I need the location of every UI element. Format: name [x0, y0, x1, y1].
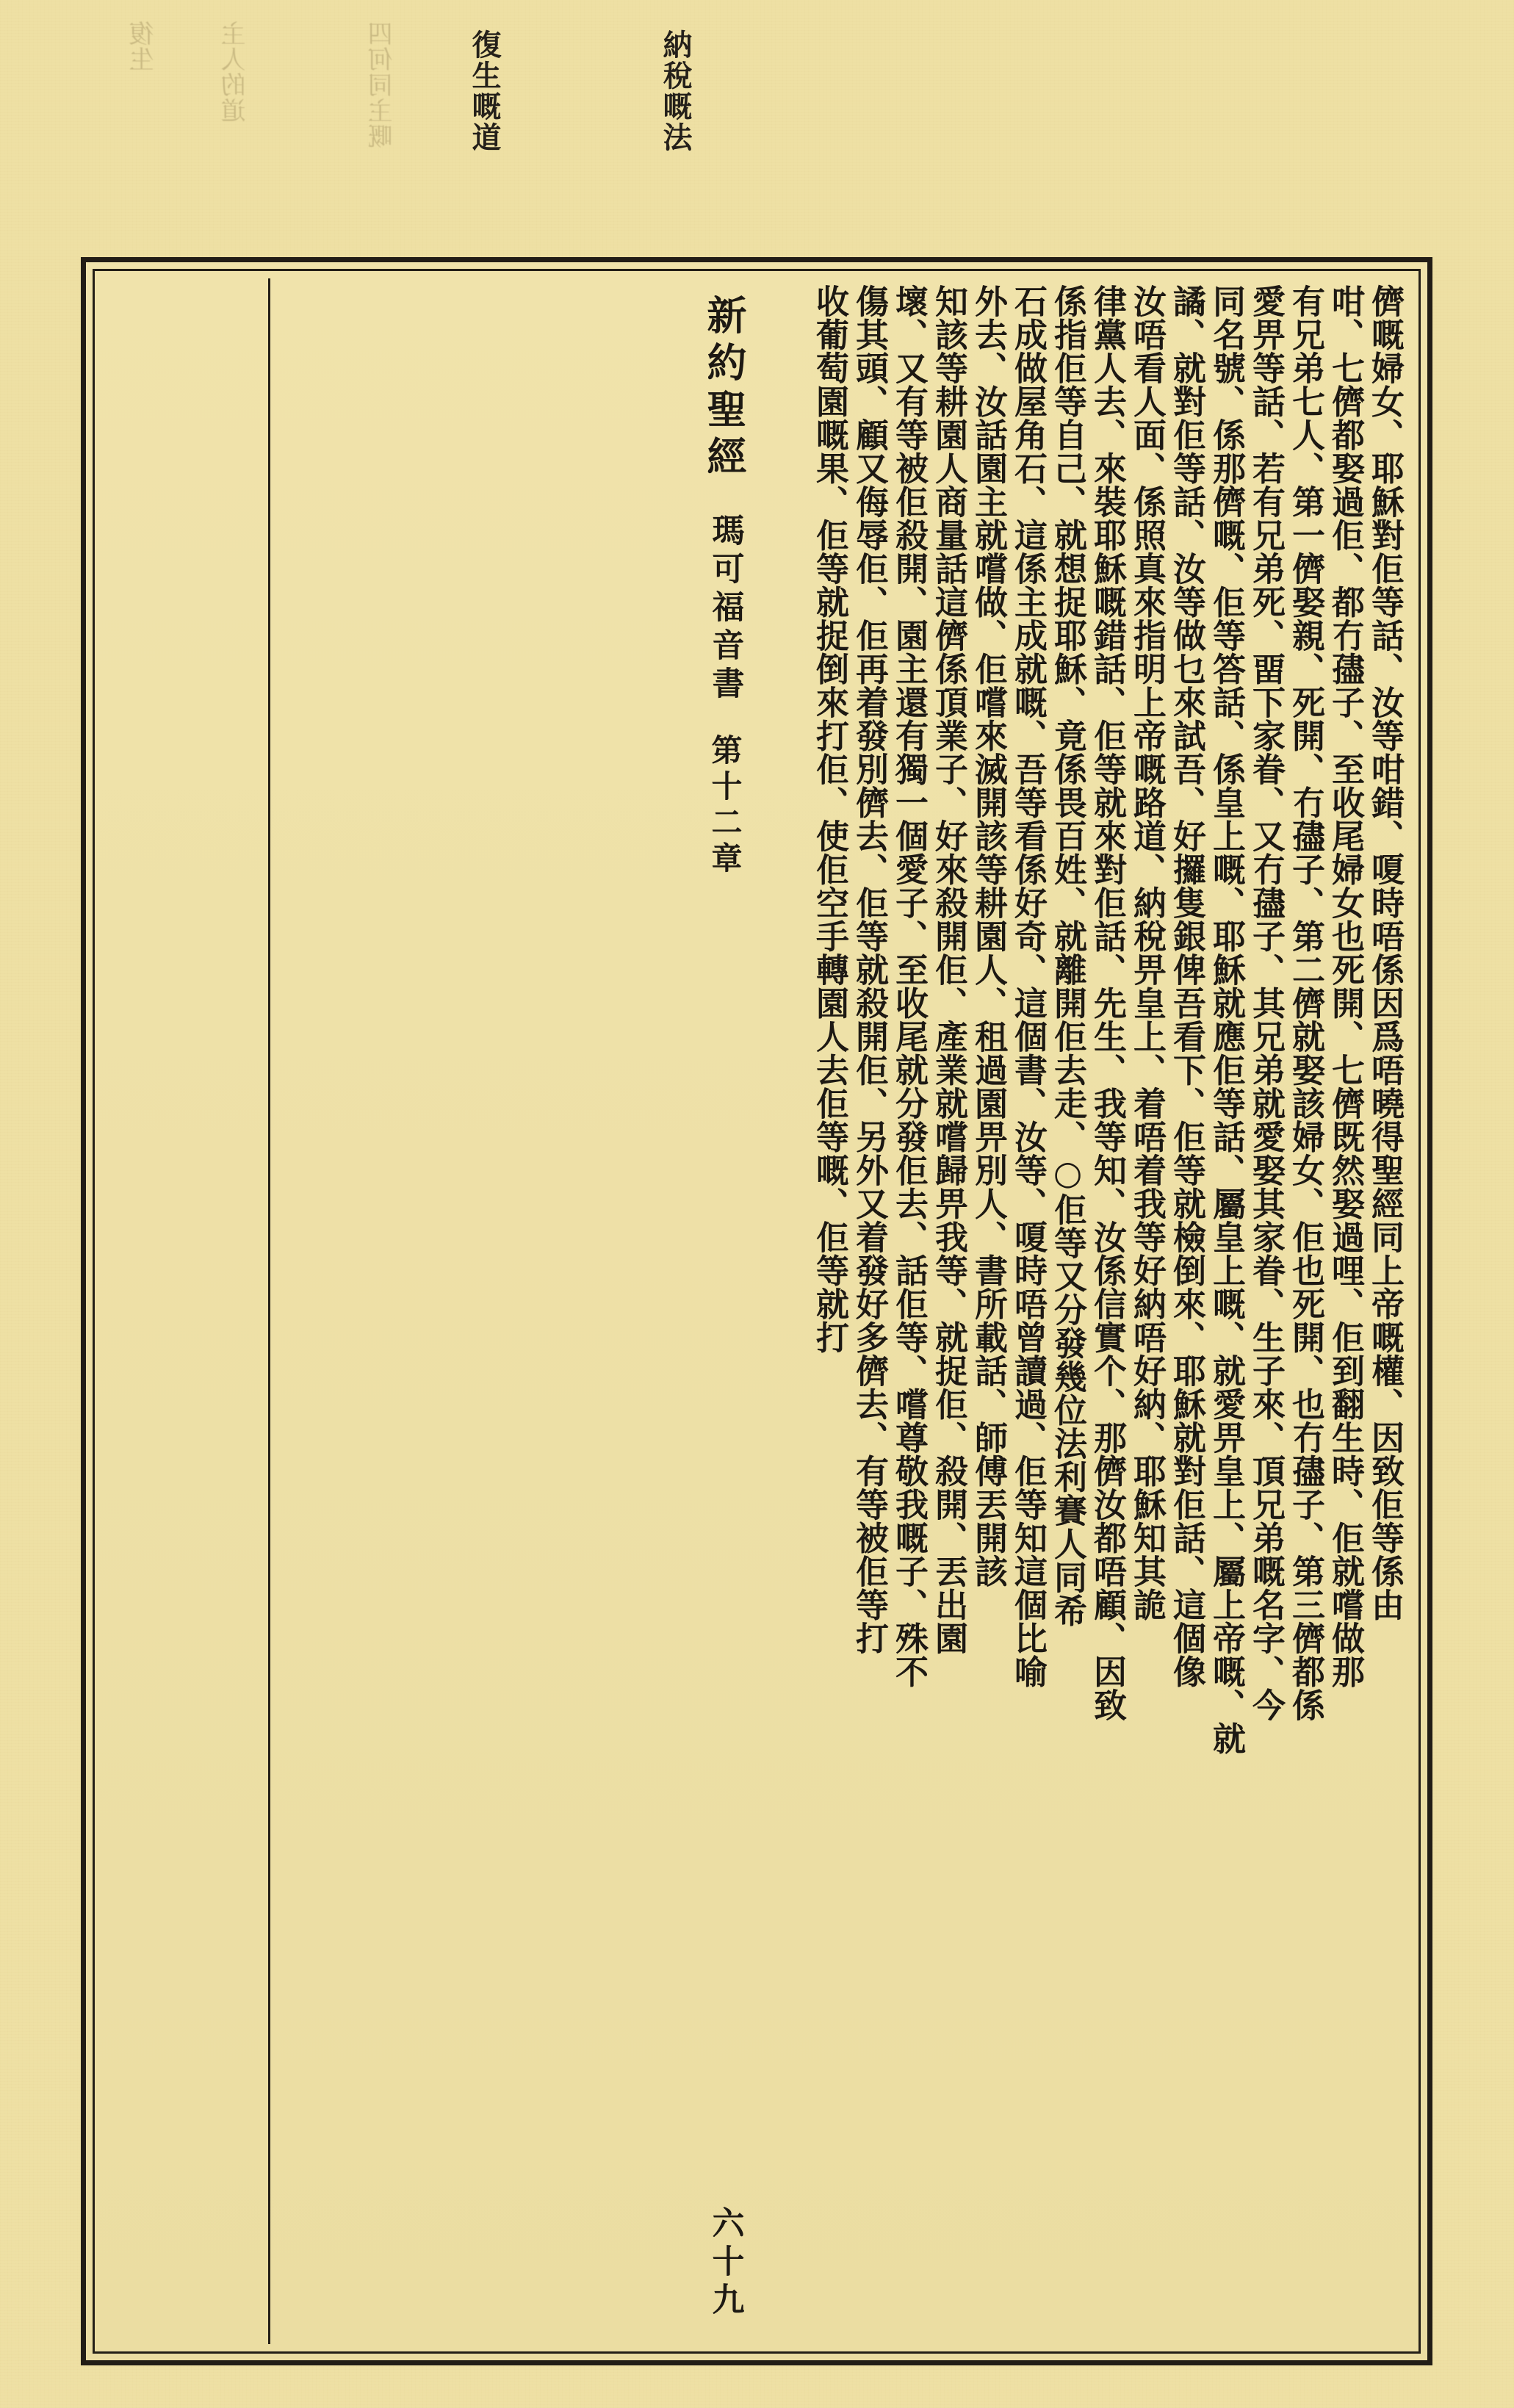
text-column: 咁、七儕都娶過佢、都冇孻子、至收尾婦女也死開、七儕既然娶過哩、佢到翻生時、佢就嚐做那 [1326, 284, 1365, 1688]
page-number: 六十九 [706, 2206, 744, 2321]
text-column: 律黨人去、來裝耶穌嘅錯話、佢等就來對佢話、先生、我等知、汝係信實个、那儕汝都唔顧、因致 [1088, 284, 1127, 1722]
text-column: 外去、汝話園主就嚐做、佢嚐來滅開該等耕園人、租過園畀別人、書所載話、師傅丟開該 [969, 284, 1008, 1588]
bleed-through-text-b: 主人的道 [220, 21, 250, 123]
text-column: 收葡萄園嘅果、佢等就捉倒來打佢、使佢空手轉園人去佢等嘅、佢等就打 [810, 284, 849, 1354]
text-column: 愛畀等話、若有兄弟死、畱下家眷、又冇孻子、其兄弟就愛娶其家眷、生子來、頂兄弟嘅名字、今 [1247, 284, 1286, 1722]
text-column: 有兄弟七人、第一儕娶親、死開、冇孻子、第二儕就娶該婦女、佢也死開、也冇孻子、第三儕都係 [1286, 284, 1325, 1722]
text-column: 汝唔看人面、係照真來指明上帝嘅路道、納稅畀皇上、着唔着我等好納唔好納、耶穌知其詭 [1128, 284, 1167, 1621]
text-column: 係指佢等自己、就想捉耶穌、竟係畏百姓、就離開佢去走、○佢等又分發幾位法利賽人同希 [1048, 284, 1087, 1627]
chapter-label: 第十二章 [707, 734, 743, 878]
text-column: 壞、又有等被佢殺開、園主還有獨一個愛子、至收尾就分發佢去、話佢等、嚐尊敬我嘅子、殊不 [890, 284, 929, 1688]
text-frame [81, 257, 1432, 2365]
text-column: 同名號、係那儕嘅、佢等答話、係皇上嘅、耶穌就應佢等話、屬皇上嘅、就愛畀皇上、屬上帝嘅、就 [1207, 284, 1246, 1755]
bleed-through-text-c: 復生 [129, 21, 159, 72]
body-text-columns [807, 284, 1405, 2338]
text-column: 儕嘅婦女、耶穌對佢等話、汝等咁錯、嗄時唔係因爲唔曉得聖經同上帝嘅權、因致佢等係由 [1366, 284, 1405, 1621]
text-column: 譎、就對佢等話、汝等做乜來試吾、好攞隻銀俾吾看下、佢等就檢倒來、耶穌就對佢話、這個像 [1167, 284, 1206, 1688]
text-column: 知該等耕園人商量話這儕係頂業子、好來殺開佢、產業就嚐歸畀我等、就捉佢、殺開、丟出園 [929, 284, 968, 1655]
running-head-left: 復生嘅道 [467, 29, 502, 153]
running-head-right: 納稅嘅法 [658, 29, 693, 153]
text-column: 傷其頭、顧又侮辱佢、佢再着發別儕去、佢等就殺開佢、另外又着發好多儕去、有等被佢等打 [850, 284, 889, 1655]
bleed-through-text-a: 四何同主嘅 [367, 21, 397, 149]
text-frame-inner [93, 269, 1421, 2354]
colophon-column [642, 284, 807, 2338]
column-divider [268, 278, 270, 2344]
text-column: 石成做屋角石、這係主成就嘅、吾等看係好奇、這個書、汝等、嗄時唔曾讀過、佢等知這個比喻 [1009, 284, 1048, 1688]
book-subtitle: 瑪可福音書 [706, 513, 744, 704]
book-title: 新約聖經 [701, 295, 748, 483]
